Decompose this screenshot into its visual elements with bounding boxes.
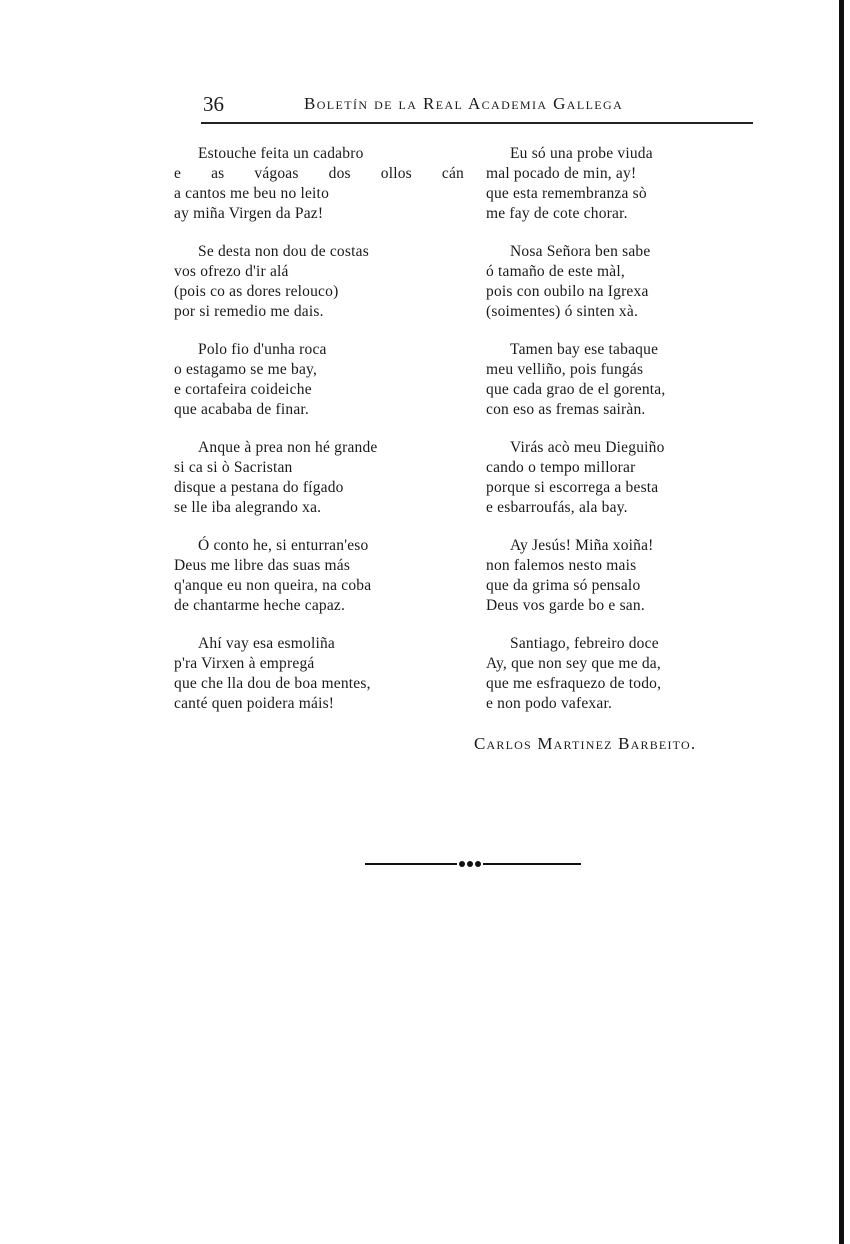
verse-line: de chantarme heche capaz. (174, 597, 346, 614)
verse-line: Ay Jesús! Miña xoiña! (510, 537, 654, 554)
stanza (486, 536, 756, 616)
verse-line: Eu só una probe viuda (510, 145, 653, 162)
verse-line: meu velliño, pois fungás (486, 361, 644, 378)
stanza (174, 536, 464, 616)
verse-line: que acababa de finar. (174, 401, 310, 418)
author-signature: Carlos Martinez Barbeito. (474, 734, 697, 753)
verse-line: que cada grao de el gorenta, (486, 381, 666, 398)
verse-line: Virás acò meu Dieguiño (510, 439, 665, 456)
verse-line: Polo fio d'unha roca (198, 341, 327, 358)
divider-dots (457, 860, 483, 868)
verse-line: Ahí vay esa esmoliña (198, 635, 336, 652)
stanza (486, 242, 756, 322)
verse-line: que me esfraquezo de todo, (486, 675, 662, 692)
verse-line: Deus vos garde bo e san. (486, 597, 645, 614)
verse-line: Se desta non dou de costas (198, 243, 369, 260)
divider-dot (459, 861, 465, 867)
verse-line: ó tamaño de este màl, (486, 263, 625, 280)
verse-line: ay miña Virgen da Paz! (174, 205, 324, 222)
verse-line: a cantos me beu no leito (174, 185, 330, 202)
verse-line: cando o tempo millorar (486, 459, 636, 476)
stanza (486, 144, 756, 224)
stanza (174, 242, 464, 322)
verse-line: o estagamo se me bay, (174, 361, 318, 378)
verse-line: e cortafeira coideiche (174, 381, 312, 398)
verse-line: mal pocado de min, ay! (486, 165, 637, 182)
verse-line: Anque à prea non hé grande (198, 439, 378, 456)
verse-line: Ay, que non sey que me da, (486, 655, 661, 672)
verse-line: porque si escorrega a besta (486, 479, 659, 496)
verse-line: Santiago, febreiro doce (510, 635, 659, 652)
verse-line: canté quen poidera máis! (174, 695, 335, 712)
verse-line: que esta remembranza sò (486, 185, 647, 202)
verse-line: con eso as fremas sairàn. (486, 401, 646, 418)
verse-line: si ca si ò Sacristan (174, 459, 293, 476)
verse-line: Ó conto he, si enturran'eso (198, 537, 369, 554)
poem-right-column (486, 144, 756, 732)
verse-line: Tamen bay ese tabaque (510, 341, 659, 358)
verse-line: por si remedio me dais. (174, 303, 324, 320)
stanza (174, 438, 464, 518)
verse-line: Nosa Señora ben sabe (510, 243, 651, 260)
verse-line: p'ra Virxen à empregá (174, 655, 315, 672)
page-number: 36 (203, 92, 224, 116)
section-divider-ornament (365, 858, 581, 870)
verse-line: e esbarroufás, ala bay. (486, 499, 628, 516)
page-edge (839, 0, 844, 1244)
verse-line: (pois co as dores relouco) (174, 283, 339, 300)
verse-line: non falemos nesto mais (486, 557, 637, 574)
divider-dot (467, 861, 473, 867)
verse-line: disque a pestana do fígado (174, 479, 344, 496)
stanza (486, 438, 756, 518)
verse-line: que che lla dou de boa mentes, (174, 675, 371, 692)
stanza (174, 634, 464, 714)
verse-line: pois con oubilo na Igrexa (486, 283, 649, 300)
verse-line: q'anque eu non queira, na coba (174, 577, 372, 594)
verse-line: Estouche feita un cadabro (198, 145, 364, 162)
stanza (174, 340, 464, 420)
divider-line (365, 863, 457, 865)
verse-line: vos ofrezo d'ir alá (174, 263, 289, 280)
divider-line (483, 863, 581, 865)
stanza (486, 340, 756, 420)
verse-line: me fay de cote chorar. (486, 205, 628, 222)
verse-line: e non podo vafexar. (486, 695, 613, 712)
page-header (201, 88, 753, 124)
verse-line: Deus me libre das suas más (174, 557, 351, 574)
verse-line: se lle iba alegrando xa. (174, 499, 322, 516)
poem-left-column (174, 144, 464, 732)
verse-line: (soimentes) ó sinten xà. (486, 303, 639, 320)
verse-line: que da grima só pensalo (486, 577, 641, 594)
divider-dot (475, 861, 481, 867)
stanza (174, 144, 464, 224)
verse-line: e as vágoas dos ollos cán (174, 165, 464, 182)
running-title: Boletín de la Real Academia Gallega (304, 94, 624, 113)
stanza (486, 634, 756, 714)
